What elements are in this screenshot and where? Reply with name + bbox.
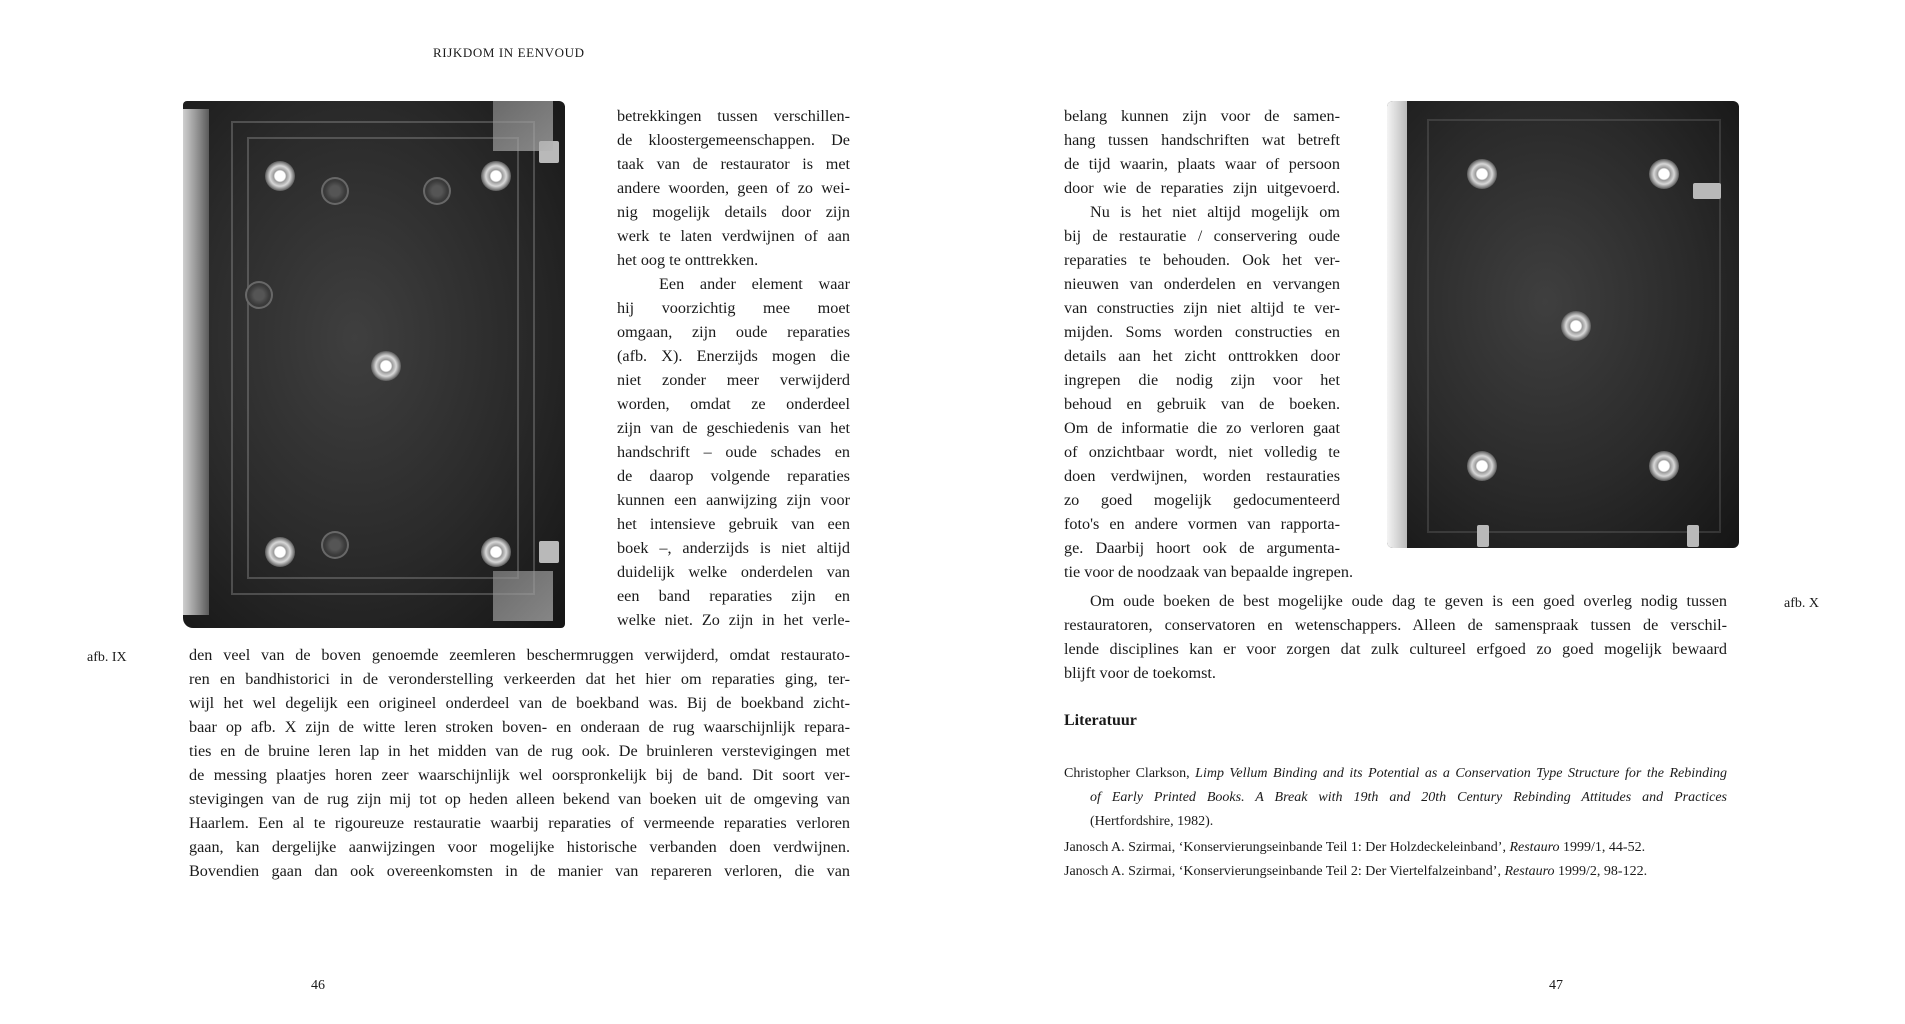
text-line: de daarop volgende reparaties bbox=[617, 467, 850, 485]
clasp bbox=[1477, 525, 1489, 547]
text-line: den veel van de boven genoemde zeemleren beschermruggen verwijderd, omdat restaurato- bbox=[189, 646, 850, 664]
text-line: door wie de reparaties zijn uitgevoerd. bbox=[1064, 179, 1340, 197]
brass-boss bbox=[1649, 159, 1679, 189]
text-line: hang tussen handschriften wat betreft bbox=[1064, 131, 1340, 149]
text-line: de kloostergemeenschappen. De bbox=[617, 131, 850, 149]
text-line: (afb. X). Enerzijds mogen die bbox=[617, 347, 850, 365]
text-line: kunnen een aanwijzing zijn voor bbox=[617, 491, 850, 509]
brass-boss bbox=[265, 537, 295, 567]
text-line: zo goed mogelijk gedocumenteerd bbox=[1064, 491, 1340, 509]
text-line: of onzichtbaar wordt, niet volledig te bbox=[1064, 443, 1340, 461]
text-line: behoud en gebruik van de boeken. bbox=[1064, 395, 1340, 413]
reference-issue: 1999/2, 98-122. bbox=[1554, 864, 1648, 879]
text-line: belang kunnen zijn voor de samen- bbox=[1064, 107, 1340, 125]
reference-journal: Restauro bbox=[1504, 864, 1555, 879]
reference-text: Janosch A. Szirmai, ‘Konservierungseinbande Teil 2: Der Viertelfalzeinband’, bbox=[1064, 864, 1505, 879]
reference-item bbox=[1064, 762, 1727, 786]
rosette-stamp bbox=[423, 177, 451, 205]
text-line: niet zonder meer verwijderd bbox=[617, 371, 850, 389]
literature-heading: Literatuur bbox=[1064, 712, 1137, 729]
page-number-right: 47 bbox=[1549, 978, 1563, 993]
text-line: wijl het wel degelijk een origineel onderdeel van de boekband was. Bij de boekband zicht- bbox=[189, 694, 850, 712]
text-line: Nu is het niet altijd mogelijk om bbox=[1090, 203, 1340, 221]
text-line: ge. Daarbij hoort ook de argumenta- bbox=[1064, 539, 1340, 557]
text-line: het oog te onttrekken. bbox=[617, 251, 759, 269]
book-spine bbox=[183, 109, 209, 615]
text-line: het intensieve gebruik van een bbox=[617, 515, 850, 533]
text-line: taak van de restaurator is met bbox=[617, 155, 850, 173]
reference-title: Limp Vellum Binding and its Potential as a Conservation Type Structure for the Rebinding bbox=[1195, 766, 1727, 781]
caption-afb-x: afb. X bbox=[1784, 596, 1819, 611]
text-line: duidelijk welke onderdelen van bbox=[617, 563, 850, 581]
text-line: gaan, kan dergelijke aanwijzingen voor mogelijke historische verbanden doen verdwijnen. bbox=[189, 838, 850, 856]
text-line: werk te laten verdwijnen of aan bbox=[617, 227, 850, 245]
rosette-stamp bbox=[321, 531, 349, 559]
text-line: Om oude boeken de best mogelijke oude dag te geven is een goed overleg nodig tussen bbox=[1090, 592, 1727, 610]
text-line: andere woorden, geen of zo wei- bbox=[617, 179, 850, 197]
corner-fitting bbox=[493, 571, 553, 621]
rosette-stamp bbox=[245, 281, 273, 309]
text-line: boek –, anderzijds is niet altijd bbox=[617, 539, 850, 557]
text-line: ingrepen die nodig zijn voor het bbox=[1064, 371, 1340, 389]
text-line: de messing plaatjes horen zeer waarschijnlijk wel oorspronkelijk bij de band. Dit soort ver- bbox=[189, 766, 850, 784]
text-line: Om de informatie die zo verloren gaat bbox=[1064, 419, 1340, 437]
reference-item bbox=[1064, 860, 1647, 884]
running-head: RIJKDOM IN EENVOUD bbox=[433, 45, 585, 60]
clasp bbox=[1693, 183, 1721, 199]
text-line: Bovendien gaan dan ook overeenkomsten in de manier van repareren verloren, die van bbox=[189, 862, 850, 880]
text-line: Haarlem. Een al te rigoureuze restauratie waarbij reparaties of vermeende reparaties verloren bbox=[189, 814, 850, 832]
text-line: details aan het zicht onttrokken door bbox=[1064, 347, 1340, 365]
rosette-stamp bbox=[321, 177, 349, 205]
text-line: stevigingen van de rug zijn mij tot op heden alleen bekend van boeken uit de omgeving van bbox=[189, 790, 850, 808]
brass-boss bbox=[1561, 311, 1591, 341]
clasp bbox=[539, 541, 559, 563]
reference-journal: Restauro bbox=[1509, 840, 1560, 855]
text-line: welke niet. Zo zijn in het verle- bbox=[617, 611, 850, 629]
book-photo-ix bbox=[183, 101, 565, 628]
brass-boss bbox=[481, 537, 511, 567]
brass-boss bbox=[265, 161, 295, 191]
reference-author: Christopher Clarkson, bbox=[1064, 766, 1196, 781]
page-number-left: 46 bbox=[311, 978, 325, 993]
text-line: mijden. Soms worden constructies en bbox=[1064, 323, 1340, 341]
brass-boss bbox=[481, 161, 511, 191]
reference-text: Janosch A. Szirmai, ‘Konservierungseinbande Teil 1: Der Holzdeckeleinband’, bbox=[1064, 840, 1510, 855]
reference-item-continued: (Hertfordshire, 1982). bbox=[1090, 814, 1214, 829]
text-line: tie voor de noodzaak van bepaalde ingrepen. bbox=[1064, 563, 1354, 581]
text-line: zijn van de geschiedenis van het bbox=[617, 419, 850, 437]
brass-boss bbox=[1649, 451, 1679, 481]
text-line: Een ander element waar bbox=[659, 275, 850, 293]
book-photo-x bbox=[1387, 101, 1739, 548]
text-line: ties en de bruine leren lap in het midden van de rug ook. De bruinleren verstevigingen met bbox=[189, 742, 850, 760]
text-line: nig mogelijk details door zijn bbox=[617, 203, 850, 221]
brass-boss bbox=[371, 351, 401, 381]
text-line: doen verdwijnen, worden restauraties bbox=[1064, 467, 1340, 485]
text-line: ren en bandhistorici in de veronderstelling verkeerden dat het hier om reparaties ging, ter- bbox=[189, 670, 850, 688]
reference-title: of Early Printed Books. A Break with 19th and 20th Century Rebinding Attitudes and Practices bbox=[1090, 790, 1727, 805]
text-line: blijft voor de toekomst. bbox=[1064, 664, 1216, 682]
text-line: de tijd waarin, plaats waar of persoon bbox=[1064, 155, 1340, 173]
reference-issue: 1999/1, 44-52. bbox=[1559, 840, 1646, 855]
text-line: bij de restauratie / conservering oude bbox=[1064, 227, 1340, 245]
caption-afb-ix: afb. IX bbox=[87, 650, 127, 665]
text-line: worden, omdat ze onderdeel bbox=[617, 395, 850, 413]
text-line: reparaties te behouden. Ook het ver- bbox=[1064, 251, 1340, 269]
brass-boss bbox=[1467, 159, 1497, 189]
reference-item bbox=[1064, 836, 1645, 860]
corner-fitting bbox=[493, 101, 553, 151]
text-line: baar op afb. X zijn de witte leren stroken boven- en onderaan de rug waarschijnlijk repara- bbox=[189, 718, 850, 736]
text-line: lende disciplines kan er voor zorgen dat zulk cultureel erfgoed zo goed mogelijk bewaard bbox=[1064, 640, 1727, 658]
text-line: een band reparaties zijn en bbox=[617, 587, 850, 605]
text-line: nieuwen van onderdelen en vervangen bbox=[1064, 275, 1340, 293]
text-line: omgaan, zijn oude reparaties bbox=[617, 323, 850, 341]
text-line: betrekkingen tussen verschillen- bbox=[617, 107, 850, 125]
text-line: van constructies zijn niet altijd te ver- bbox=[1064, 299, 1340, 317]
text-line: hij voorzichtig mee moet bbox=[617, 299, 850, 317]
brass-boss bbox=[1467, 451, 1497, 481]
text-line: foto's en andere vormen van rapporta- bbox=[1064, 515, 1340, 533]
text-line: restauratoren, conservatoren en wetenschappers. Alleen de samenspraak tussen de verschil- bbox=[1064, 616, 1727, 634]
reference-item-continued bbox=[1090, 786, 1727, 810]
book-spine bbox=[1387, 101, 1407, 548]
clasp bbox=[1687, 525, 1699, 547]
text-line: handschrift – oude schades en bbox=[617, 443, 850, 461]
